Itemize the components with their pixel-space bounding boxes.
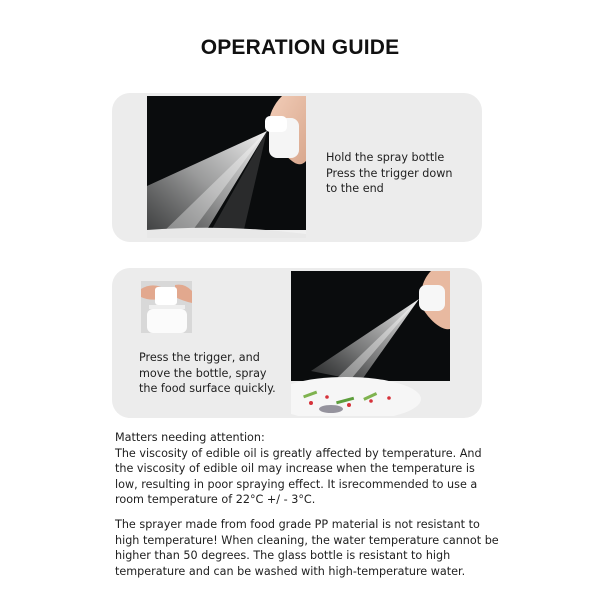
notes-line: room temperature of 22°C +/ - 3°C. [115, 493, 316, 507]
notes-heading: Matters needing attention: [115, 431, 265, 444]
step-2-line: the food surface quickly. [139, 382, 276, 395]
step-1-line: Press the trigger down [326, 166, 453, 180]
step-1-instructions [326, 150, 452, 197]
step-2-line: move the bottle, spray [139, 366, 267, 380]
spray-nozzle-closeup-photo [141, 281, 192, 333]
attention-notes [115, 430, 515, 579]
step-2-instructions [139, 350, 276, 397]
nozzle-image-icon [141, 281, 192, 333]
notes-line: The viscosity of edible oil is greatly affected by temperature. And [115, 446, 482, 460]
spray-image-icon [147, 96, 306, 238]
notes-line: The sprayer made from food grade PP material is not resistant to [115, 517, 480, 531]
notes-line: the viscosity of edible oil may increase when the temperature is [115, 462, 475, 476]
step-2-line: Press the trigger, and [139, 351, 260, 364]
notes-line: high temperature! When cleaning, the water temperature cannot be [115, 533, 499, 547]
page-title: OPERATION GUIDE [200, 36, 400, 59]
step-card-hold-bottle [112, 93, 482, 242]
notes-paragraph-1 [115, 430, 515, 508]
notes-line: temperature and can be washed with high-temperature water. [115, 564, 466, 578]
step-1-line: to the end [326, 182, 384, 195]
step-1-line: Hold the spray bottle [326, 151, 445, 164]
notes-line: higher than 50 degrees. The glass bottle is resistant to high [115, 549, 451, 563]
notes-line: low, resulting in poor spraying effect. It isrecommended to use a [115, 477, 478, 491]
spraying-food-plate-photo [291, 271, 450, 416]
step-card-spray-food [112, 268, 482, 418]
food-spray-image-icon [291, 271, 450, 416]
hand-spraying-bottle-photo [147, 96, 306, 238]
notes-paragraph-2 [115, 517, 515, 579]
